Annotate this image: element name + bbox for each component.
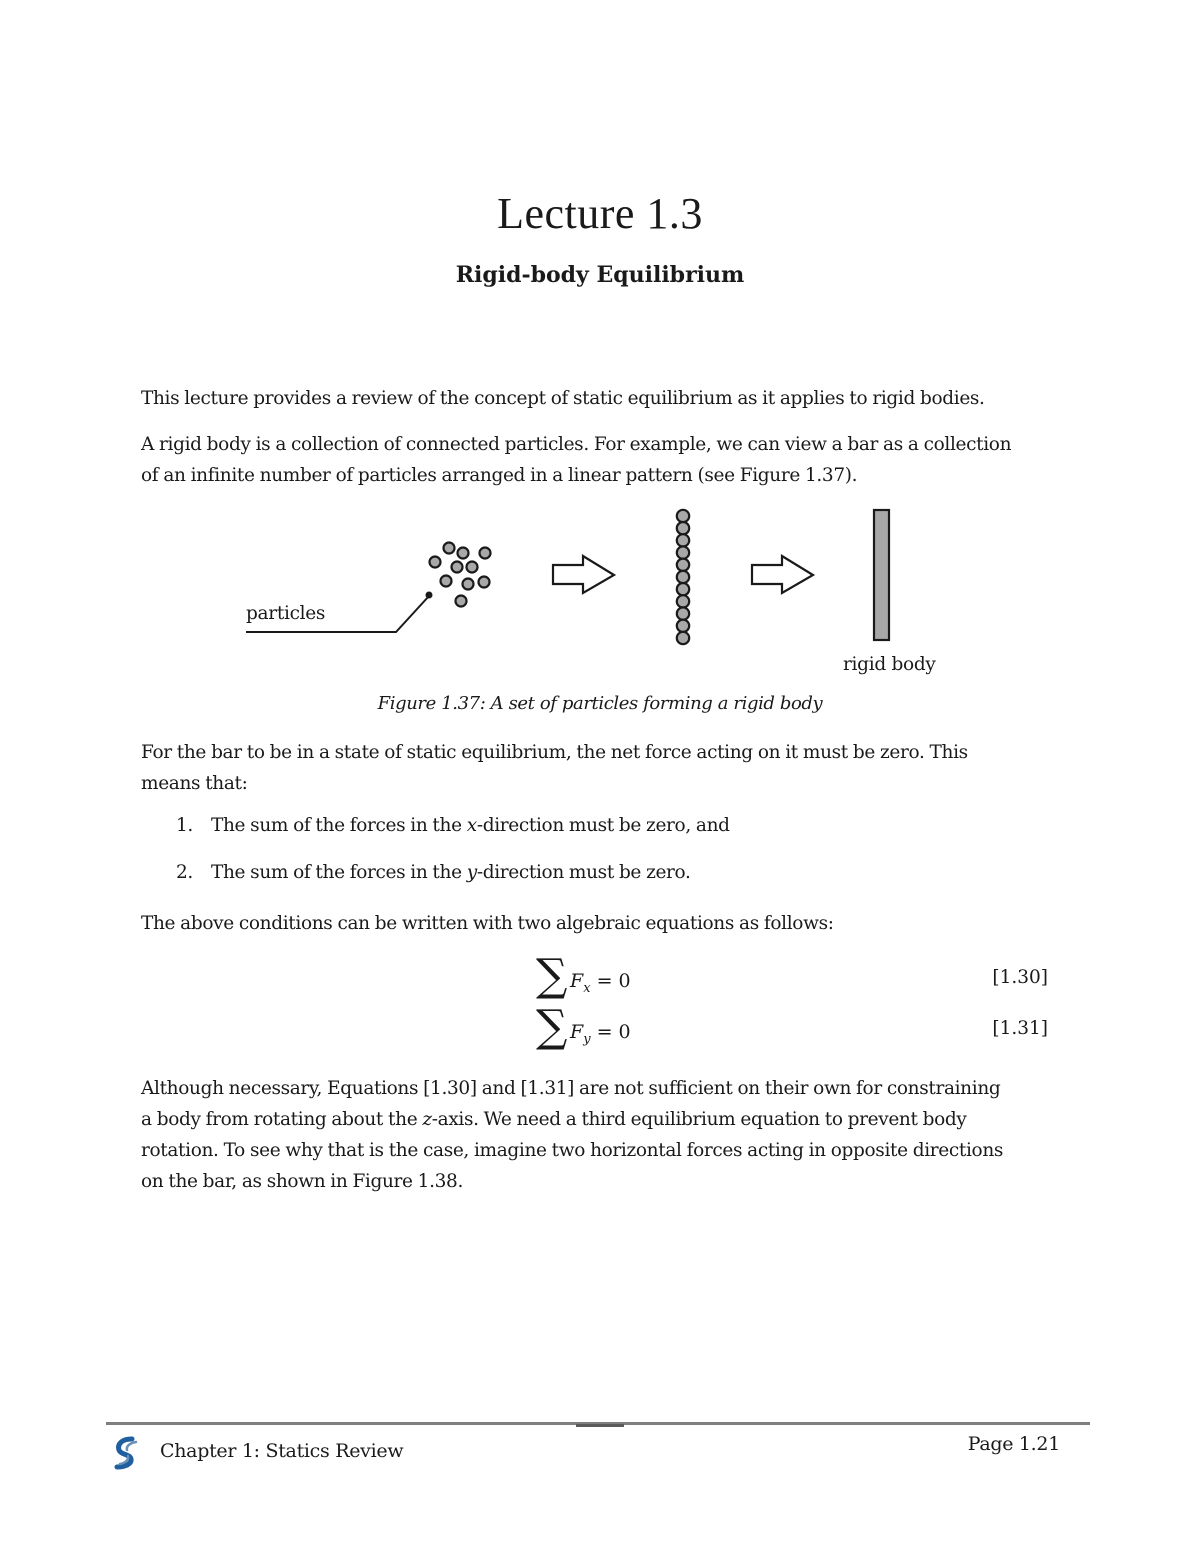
rigid-bar <box>874 510 889 640</box>
rigid-body-paragraph-line-1: A rigid body is a collection of connected particles. For example, we can view a bar as a collection <box>141 434 1012 455</box>
sigma-symbol: ∑ <box>536 1001 568 1052</box>
particle <box>456 596 467 607</box>
equilibrium-paragraph-line-2: means that: <box>141 773 248 794</box>
list-math-var: x <box>466 815 477 836</box>
closing-paragraph-line-3: rotation. To see why that is the case, imagine two horizontal forces acting in opposite directions <box>141 1140 1004 1161</box>
closing-paragraph-line-1: Although necessary, Equations [1.30] and [1.31] are not sufficient on their own for constraining <box>141 1078 1001 1099</box>
list-item <box>176 815 730 836</box>
footer-rule-accent <box>576 1424 624 1427</box>
list-number: 1. <box>176 815 193 836</box>
subscript: x <box>583 981 591 996</box>
list-number: 2. <box>176 862 193 883</box>
rigid-body-paragraph-line-2: of an infinite number of particles arranged in a linear pattern (see Figure 1.37). <box>141 465 858 486</box>
equation-number: [1.31] <box>992 1018 1048 1039</box>
list-item <box>176 862 691 883</box>
footer-chapter-title: Chapter 1: Statics Review <box>160 1440 404 1462</box>
arrow-right-icon <box>752 556 813 593</box>
equation-body <box>570 1021 631 1047</box>
particle <box>467 562 478 573</box>
equation-rhs: = 0 <box>596 970 631 992</box>
conditions-paragraph: The above conditions can be written with two algebraic equations as follows: <box>141 913 834 934</box>
particle <box>458 548 469 559</box>
force-symbol: F <box>570 1021 584 1043</box>
closing-paragraph-line-2 <box>141 1104 1061 1135</box>
force-symbol: F <box>570 970 584 992</box>
label-particles: particles <box>246 603 326 624</box>
particle <box>444 543 455 554</box>
list-math-var: y <box>466 862 477 883</box>
sigma-symbol: ∑ <box>536 950 568 1001</box>
list-text-after: -direction must be zero. <box>476 862 691 883</box>
page-subtitle: Rigid-body Equilibrium <box>455 262 745 288</box>
subscript: y <box>583 1032 591 1047</box>
label-rigid-body: rigid body <box>843 654 936 675</box>
particle <box>452 562 463 573</box>
list-text-before: The sum of the forces in the <box>211 862 467 883</box>
arrow-right-icon <box>553 556 614 593</box>
particle-cluster <box>430 543 491 607</box>
equation-rhs: = 0 <box>596 1021 631 1043</box>
list-text-before: The sum of the forces in the <box>211 815 467 836</box>
figure-caption: Figure 1.37: A set of particles forming a rigid body <box>377 693 823 714</box>
equation-body <box>570 970 631 996</box>
equilibrium-paragraph-line-1: For the bar to be in a state of static equilibrium, the net force acting on it must be zero. This <box>141 742 968 763</box>
closing-math-var: z <box>422 1109 432 1130</box>
footer-page-number: Page 1.21 <box>967 1433 1060 1455</box>
particle <box>479 577 490 588</box>
list-text-after: -direction must be zero, and <box>476 815 730 836</box>
equation-number: [1.30] <box>992 967 1048 988</box>
publisher-logo-icon <box>112 1436 142 1470</box>
leader-dot <box>426 592 433 599</box>
figure-particles-to-rigid-body <box>0 500 1200 690</box>
particle-column <box>677 510 689 644</box>
particle <box>441 576 452 587</box>
page-title: Lecture 1.3 <box>497 189 703 238</box>
particle <box>463 579 474 590</box>
closing-text: a body from rotating about the <box>141 1109 423 1130</box>
intro-paragraph: This lecture provides a review of the concept of static equilibrium as it applies to rigid bodies. <box>141 388 985 409</box>
particle <box>430 557 441 568</box>
figure-diagram <box>0 500 1200 690</box>
closing-paragraph-line-4: on the bar, as shown in Figure 1.38. <box>141 1171 464 1192</box>
particle <box>480 548 491 559</box>
closing-text: -axis. We need a third equilibrium equation to prevent body <box>431 1109 967 1130</box>
